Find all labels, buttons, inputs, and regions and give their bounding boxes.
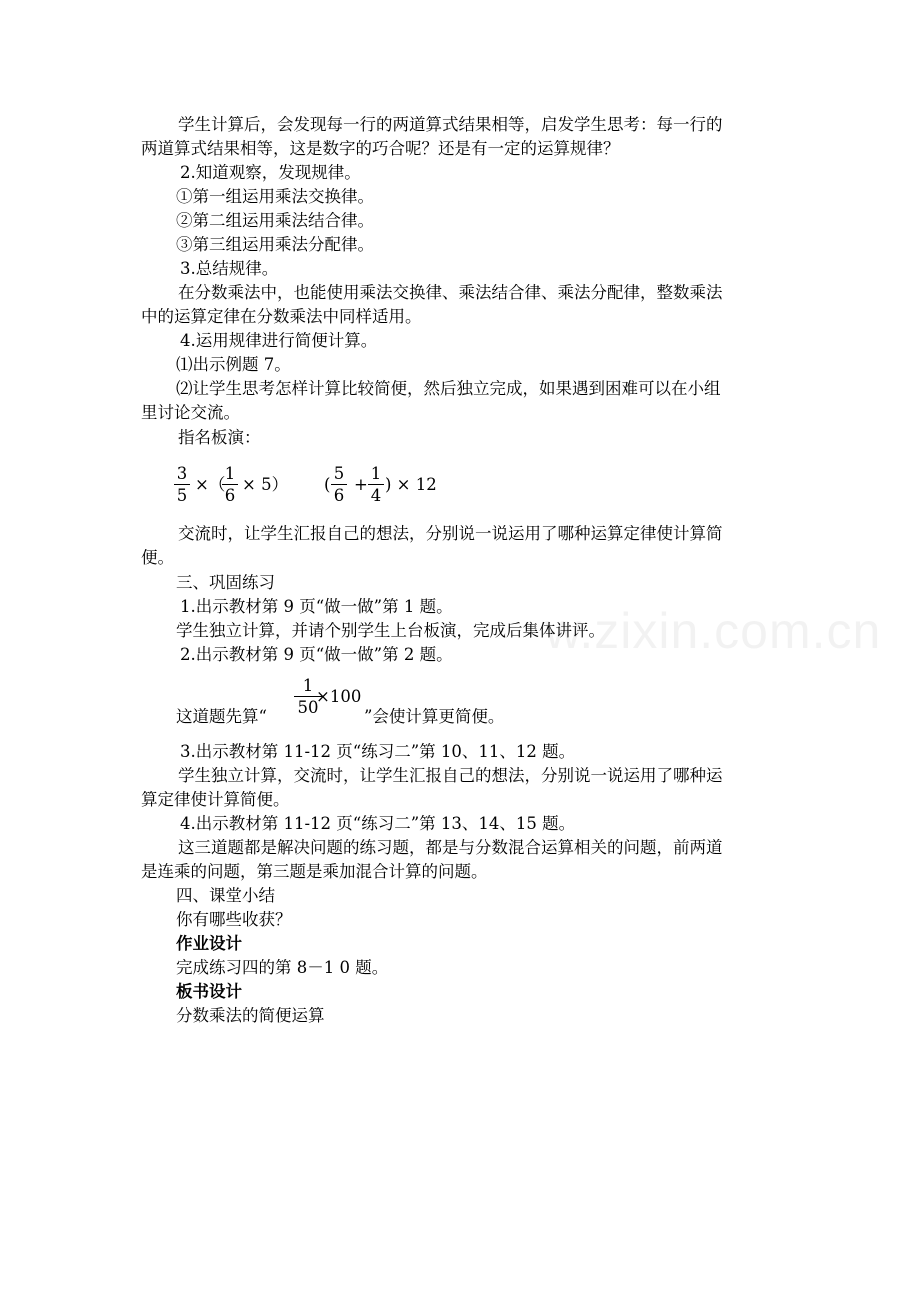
paragraph-line: 学生独立计算，交流时，让学生汇报自己的想法，分别说一说运用了哪种运: [178, 766, 723, 785]
operator: ×（: [195, 475, 226, 494]
paragraph-line: 指名板演：: [178, 428, 261, 447]
homework-heading: 作业设计: [176, 934, 242, 953]
paragraph-line: 1.出示教材第 9 页“做一做”第 1 题。: [180, 597, 453, 616]
paragraph-line: 学生独立计算，并请个别学生上台板演，完成后集体讲评。: [176, 621, 605, 640]
paragraph-line: 在分数乘法中，也能使用乘法交换律、乘法结合律、乘法分配律，整数乘法: [178, 283, 723, 302]
numerator: 3: [176, 464, 188, 483]
numerator: 1: [370, 464, 382, 483]
paragraph-line: 便。: [141, 548, 174, 567]
section-heading: 三、巩固练习: [176, 573, 275, 592]
operator: ) × 12: [385, 475, 437, 494]
paragraph-line: 2.出示教材第 9 页“做一做”第 2 题。: [180, 645, 453, 664]
paragraph-line: 学生计算后，会发现每一行的两道算式结果相等，启发学生思考：每一行的: [178, 115, 723, 134]
paragraph-line: 4.运用规律进行简便计算。: [180, 331, 378, 350]
paragraph-line: 4.出示教材第 11-12 页“练习二”第 13、14、15 题。: [180, 814, 576, 833]
paragraph-line: ②第二组运用乘法结合律。: [176, 211, 374, 230]
denominator: 50: [297, 698, 319, 717]
paragraph-line: ⑴出示例题 7。: [176, 355, 291, 374]
paragraph-line: 是连乘的问题，第三题是乘加混合计算的问题。: [141, 862, 488, 881]
operator: +: [354, 475, 368, 494]
hint-text-before: 这道题先算“: [176, 707, 267, 726]
paragraph-line: ⑵让学生思考怎样计算比较简便，然后独立完成，如果遇到困难可以在小组: [176, 379, 721, 398]
denominator: 6: [333, 486, 345, 505]
paragraph-line: ①第一组运用乘法交换律。: [176, 187, 374, 206]
paragraph-line: 里讨论交流。: [141, 403, 240, 422]
paragraph-line: 算定律使计算简便。: [141, 790, 290, 809]
operator: × 5）: [242, 475, 289, 494]
fraction: [368, 464, 384, 507]
section-heading: 四、课堂小结: [176, 886, 275, 905]
numerator: 1: [302, 676, 314, 695]
paragraph-line: 完成练习四的第 8－1 0 题。: [176, 958, 389, 977]
watermark: w.zixin.com.cn: [545, 603, 882, 659]
paragraph-line: 交流时，让学生汇报自己的想法，分别说一说运用了哪种运算定律使计算简: [178, 524, 723, 543]
paragraph-line: 中的运算定律在分数乘法中同样适用。: [141, 307, 422, 326]
paragraph-line: 3.总结规律。: [180, 259, 279, 278]
denominator: 6: [224, 486, 236, 505]
board-heading: 板书设计: [176, 982, 242, 1001]
fraction: [174, 464, 190, 507]
numerator: 5: [333, 464, 345, 483]
denominator: 5: [176, 486, 188, 505]
operator: (: [324, 475, 331, 494]
numerator: 1: [224, 464, 236, 483]
paragraph-line: 分数乘法的简便运算: [176, 1006, 325, 1025]
hint-text-after: ”会使计算更简便。: [364, 707, 505, 726]
paragraph-line: 3.出示教材第 11-12 页“练习二”第 10、11、12 题。: [180, 742, 576, 761]
fraction: [222, 464, 238, 507]
paragraph-line: 你有哪些收获？: [176, 910, 292, 929]
denominator: 4: [370, 486, 382, 505]
operator: ×100: [316, 687, 362, 706]
fraction: [331, 464, 347, 507]
paragraph-line: ③第三组运用乘法分配律。: [176, 235, 374, 254]
paragraph-line: 这三道题都是解决问题的练习题，都是与分数混合运算相关的问题，前两道: [178, 838, 723, 857]
paragraph-line: 两道算式结果相等，这是数字的巧合呢？还是有一定的运算规律？: [141, 139, 620, 158]
paragraph-line: 2.知道观察，发现规律。: [180, 163, 361, 182]
